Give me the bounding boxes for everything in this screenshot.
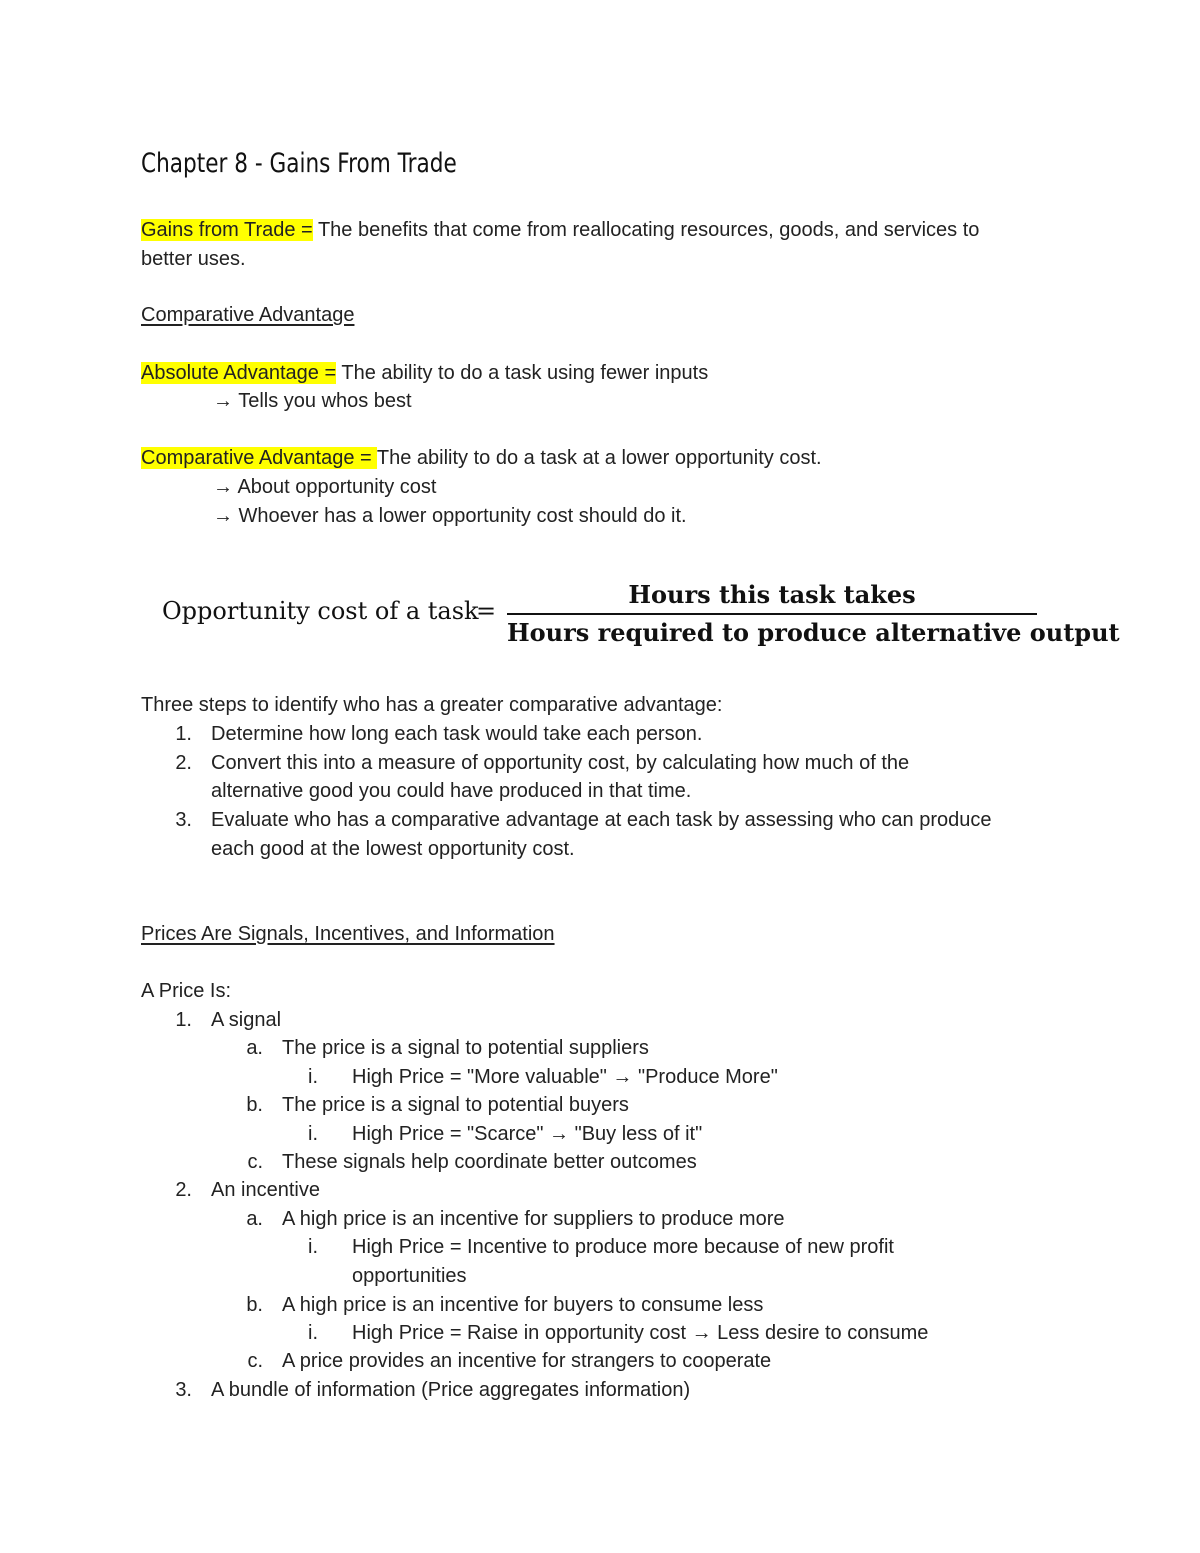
list-item: A high price is an incentive for buyers to consume less — [282, 1294, 764, 1316]
formula-equals: = — [476, 597, 497, 625]
list-item: High Price = "More valuable" → "Produce More" — [352, 1066, 778, 1088]
list-marker: 3. — [175, 809, 192, 831]
comparative-note: → About opportunity cost — [213, 476, 437, 498]
list-item: High Price = Incentive to produce more because of new profit — [352, 1236, 894, 1258]
list-item: A signal — [211, 1009, 282, 1031]
step-text: Determine how long each task would take each person. — [211, 723, 703, 745]
list-marker: 1. — [175, 723, 192, 745]
comparative-term: Comparative Advantage = — [141, 447, 377, 469]
gains-definition — [141, 216, 979, 244]
gains-text-cont: better uses. — [141, 248, 246, 270]
list-item: High Price = Raise in opportunity cost → Less desire to consume — [352, 1322, 929, 1344]
absolute-term: Absolute Advantage = — [141, 362, 337, 384]
list-marker: c. — [247, 1151, 263, 1173]
list-marker: 1. — [175, 1009, 192, 1031]
list-item: These signals help coordinate better outcomes — [282, 1151, 697, 1173]
step-text: Convert this into a measure of opportunity cost, by calculating how much of the — [211, 752, 910, 774]
step-text-cont: each good at the lowest opportunity cost. — [211, 838, 575, 860]
list-marker: i. — [308, 1322, 318, 1344]
list-marker: b. — [246, 1294, 263, 1316]
formula-numerator: Hours this task takes — [628, 580, 916, 609]
list-marker: a. — [246, 1208, 263, 1230]
absolute-note: → Tells you whos best — [213, 390, 412, 412]
step-text: Evaluate who has a comparative advantage at each task by assessing who can produce — [211, 809, 992, 831]
comparative-text: The ability to do a task at a lower opportunity cost. — [376, 447, 822, 469]
list-item: The price is a signal to potential buyers — [282, 1094, 629, 1116]
steps-intro: Three steps to identify who has a greater comparative advantage: — [141, 694, 723, 716]
absolute-definition — [141, 359, 708, 387]
list-item: A bundle of information (Price aggregates information) — [211, 1379, 691, 1401]
list-marker: a. — [246, 1037, 263, 1059]
gains-text: The benefits that come from reallocating resources, goods, and services to — [312, 219, 980, 241]
gains-term: Gains from Trade = — [141, 219, 313, 241]
list-item: High Price = "Scarce" → "Buy less of it" — [352, 1123, 703, 1145]
page-title: Chapter 8 - Gains From Trade — [141, 148, 457, 179]
comparative-definition — [141, 444, 822, 472]
list-marker: b. — [246, 1094, 263, 1116]
formula-lhs: Opportunity cost of a task — [162, 597, 479, 625]
fraction-bar — [507, 613, 1037, 615]
list-marker: 3. — [175, 1379, 192, 1401]
list-item: An incentive — [211, 1179, 320, 1201]
comparative-note: → Whoever has a lower opportunity cost should do it. — [213, 505, 687, 527]
list-marker: 2. — [175, 1179, 192, 1201]
list-item: A high price is an incentive for suppliers to produce more — [282, 1208, 785, 1230]
step-text-cont: alternative good you could have produced in that time. — [211, 780, 692, 802]
list-item-cont: opportunities — [352, 1265, 467, 1287]
list-marker: i. — [308, 1066, 318, 1088]
list-marker: i. — [308, 1236, 318, 1258]
price-intro: A Price Is: — [141, 980, 232, 1002]
absolute-text: The ability to do a task using fewer inputs — [336, 362, 709, 384]
list-marker: 2. — [175, 752, 192, 774]
list-item: A price provides an incentive for strangers to cooperate — [282, 1350, 772, 1372]
list-marker: c. — [247, 1350, 263, 1372]
formula-denominator: Hours required to produce alternative output — [507, 618, 1120, 647]
section-heading-prices: Prices Are Signals, Incentives, and Information — [141, 923, 555, 945]
list-marker: i. — [308, 1123, 318, 1145]
section-heading-comparative: Comparative Advantage — [141, 304, 355, 326]
list-item: The price is a signal to potential suppliers — [282, 1037, 649, 1059]
